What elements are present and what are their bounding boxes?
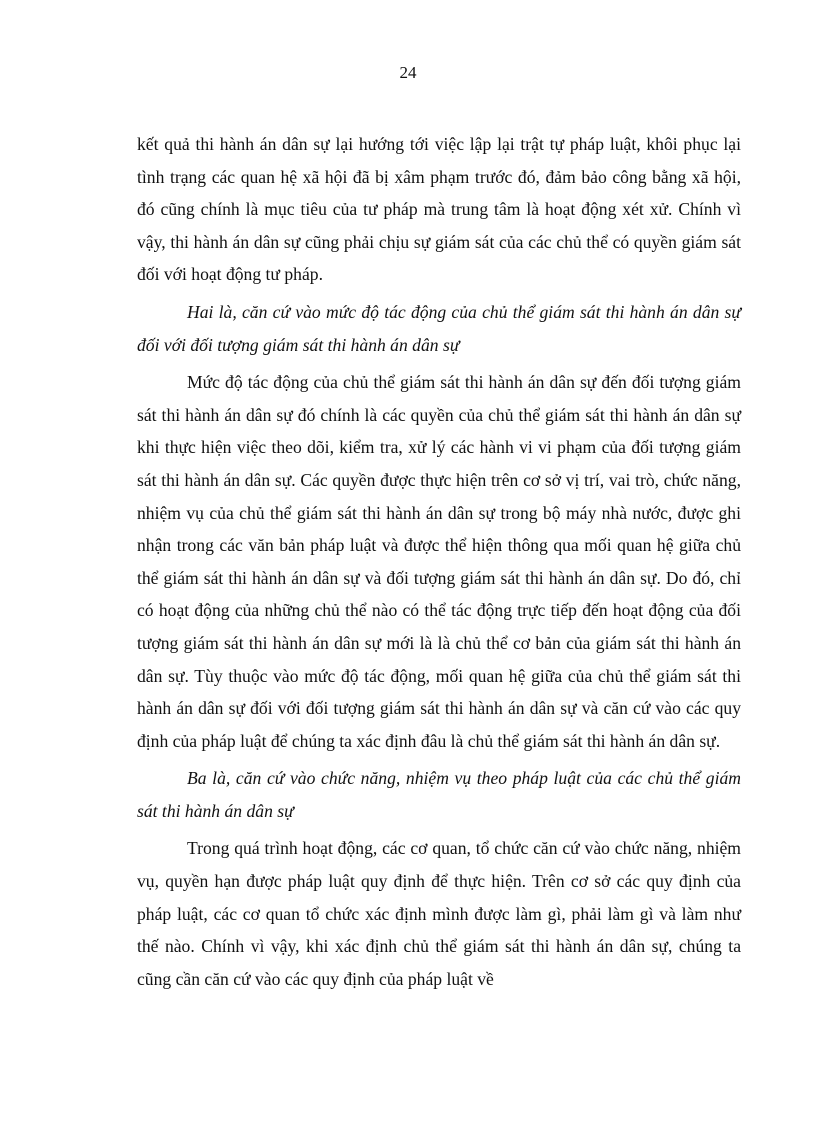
- paragraph-functions-duties: Trong quá trình hoạt động, các cơ quan, tổ chức căn cứ vào chức năng, nhiệm vụ, quyền hạn được pháp luật quy định để thực hiện. Trên cơ sở các quy định của pháp luật, các cơ quan tổ chức xác định mình được làm gì, phải làm gì và làm như thế nào. Chính vì vậy, khi xác định chủ thể giám sát thi hành án dân sự, chúng ta cũng cần căn cứ vào các quy định của pháp luật về: [137, 838, 741, 989]
- document-body: [137, 128, 741, 1000]
- paragraph-impact-level: Mức độ tác động của chủ thể giám sát thi hành án dân sự đến đối tượng giám sát thi hành án dân sự đó chính là các quyền của chủ thể giám sát thi hành án dân sự khi thực hiện việc theo dõi, kiểm tra, xử lý các hành vi vi phạm của đối tượng giám sát thi hành án dân sự. Các quyền được thực hiện trên cơ sở vị trí, vai trò, chức năng, nhiệm vụ của chủ thể giám sát thi hành án dân sự trong bộ máy nhà nước, được ghi nhận trong các văn bản pháp luật và được thể hiện thông qua mối quan hệ giữa chủ thể giám sát thi hành án dân sự và đối tượng giám sát thi hành án dân sự. Do đó, chỉ có hoạt động của những chủ thể nào có thể tác động trực tiếp đến hoạt động của đối tượng giám sát thi hành án dân sự mới là là chủ thể cơ bản của giám sát thi hành án dân sự. Tùy thuộc vào mức độ tác động, mối quan hệ giữa của chủ thể giám sát thi hành án dân sự đối với đối tượng giám sát thi hành án dân sự và căn cứ vào các quy định của pháp luật để chúng ta xác định đâu là chủ thể giám sát thi hành án dân sự.: [137, 372, 741, 751]
- paragraph-continuation: kết quả thi hành án dân sự lại hướng tới việc lập lại trật tự pháp luật, khôi phục lại tình trạng các quan hệ xã hội đã bị xâm phạm trước đó, đảm bảo công bằng xã hội, đó cũng chính là mục tiêu của tư pháp mà trung tâm là hoạt động xét xử. Chính vì vậy, thi hành án dân sự cũng phải chịu sự giám sát của các chủ thể có quyền giám sát đối với hoạt động tư pháp.: [137, 134, 741, 285]
- italic-heading-second-criterion: Hai là, căn cứ vào mức độ tác động của chủ thể giám sát thi hành án dân sự đối với đối tượng giám sát thi hành án dân sự: [137, 301, 741, 355]
- italic-heading-third-criterion: Ba là, căn cứ vào chức năng, nhiệm vụ theo pháp luật của các chủ thể giám sát thi hành án dân sự: [137, 768, 741, 821]
- page-number: 24: [399, 63, 417, 82]
